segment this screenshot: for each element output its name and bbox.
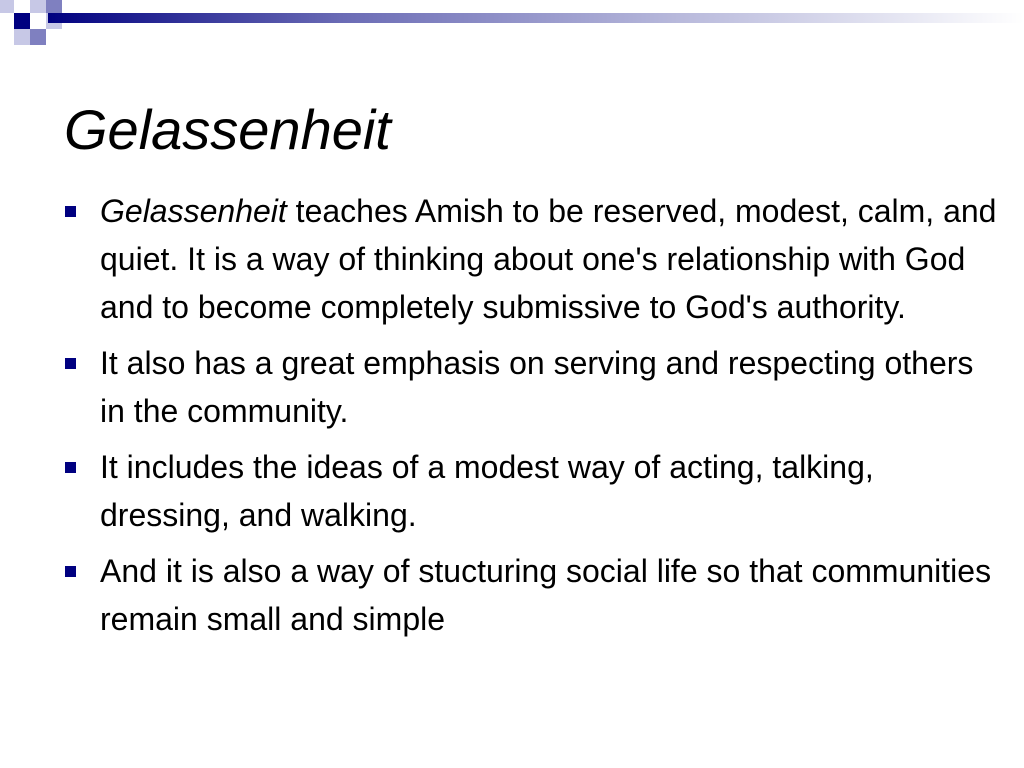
deco-square-icon: [0, 0, 14, 13]
bullet-item: [100, 187, 1000, 331]
deco-square-icon: [30, 29, 46, 45]
deco-square-icon: [46, 0, 62, 13]
bullet-text: teaches Amish to be reserved, modest, calm, and quiet. It is a way of thinking about one's relationship with God and to become completely submissive to God's authority.: [100, 193, 997, 325]
deco-square-icon: [14, 13, 30, 29]
deco-square-icon: [14, 29, 30, 45]
square-bullet-icon: [65, 462, 76, 473]
bullet-item: [100, 443, 1000, 539]
deco-square-icon: [30, 0, 46, 13]
bullet-text: It includes the ideas of a modest way of acting, talking, dressing, and walking.: [100, 449, 874, 533]
square-bullet-icon: [65, 358, 76, 369]
square-bullet-icon: [65, 206, 76, 217]
slide-title: Gelassenheit: [64, 98, 391, 161]
bullet-item: [100, 339, 1000, 435]
square-bullet-icon: [65, 566, 76, 577]
bullet-text: And it is also a way of stucturing social life so that communities remain small and simple: [100, 553, 992, 637]
header-gradient-bar: [48, 13, 1024, 23]
bullet-text: It also has a great emphasis on serving and respecting others in the community.: [100, 345, 974, 429]
bullet-list: [100, 187, 1000, 651]
bullet-italic-term: Gelassenheit: [100, 193, 287, 229]
bullet-item: [100, 547, 1000, 643]
